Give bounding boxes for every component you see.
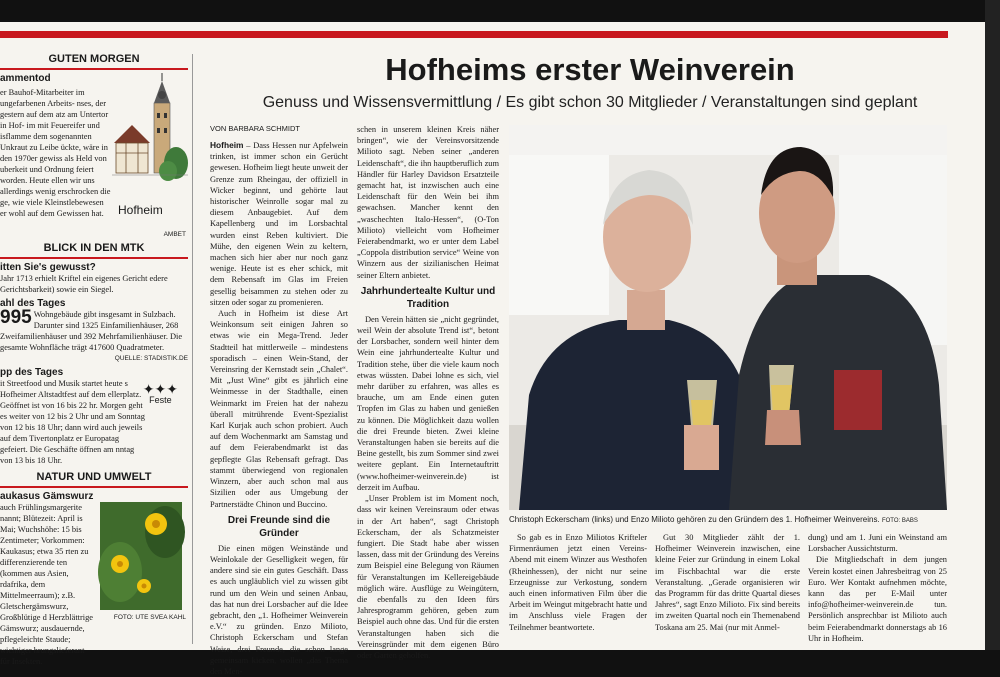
number-text: Wohngebäude gibt insgesamt in Sulzbach. Darunter sind 1325 Einfamilienhäuser, 268 Zweifamilienhäuser und 392 Mehrfamilienhäuser. Die gesamte Wohnfläche trägt 417600 Quadratmeter. [0,310,183,352]
town-label: Hofheim [118,203,163,217]
tip-block [0,378,188,466]
dateline: Hofheim [210,140,244,150]
nature-credit: FOTO: UTE SVEA KAHL [113,614,186,621]
number-block [0,309,188,364]
caption-text: Christoph Eckerscham (links) und Enzo Milioto gehören zu den Gründern des 1. Hofheimer Weinvereins. [509,515,880,524]
newspaper-page [0,22,985,676]
paragraph: „Unser Problem ist im Moment noch, dass wir keinen Vereinsraum oder etwas in der Art haben“, sagt Christoph Eckerscham, der als Schatzmeister fungiert. Die Stadt habe aber wissen lassen, dass mit der Gründung des Vereins zum Beispiel eine Belegung von Räumen für Veranstaltungen im Kellereigebäude möglich wäre. Ausflüge zu Weingütern, die ebenfalls zu den Ideen fürs Jahresprogramm gehören, geben zum Beispiel auch ohne das. Und für die ersten Veranstaltungen haben sich die Vereinsgründer mit dem eigenen Büro oder Garten geholfen. [357,494,499,660]
subheading: Jahrhundertealte Kultur und Tradition [360,285,496,310]
nature-heading: aukasus Gämswurz [0,491,94,502]
paragraph: Auch in Hofheim ist diese Art Weinkonsum seit einigen Jahren so etwas wie ein Mega-Trend. Jeder Stadtteil hat mittlerweile – mindestens sporadisch – einen Wein-Stand, der Vereinsring der Kernstadt sein „Chalet“. Mit „Just Wine“ gibt es jährlich eine Weinmesse in der Stadthalle, einen Weinmarkt im Freien hat der nahezu überall mitrührende Event-Spezialist Karl Kurjak auch schon probiert. Auch auf dem Wochenmarkt am Samstag und auf dem Feierabendmarkt ist das gepflegte Glas Rebensaft gefragt. Das stammt überwiegend von regionalen Winzern, aber auch schon mal aus Sizilien oder aus Umgebung der Partnerstädte Chinon und Buccino. [210,309,348,509]
nature-text: auch Frühlingsmargerite nannt; Blütezeit: April is Mai; Wuchshöhe: 15 bis Zentimeter; Vorkommen: Kaukasus; etwa 35 rten zu differenzierende ten (kommen aus Asien, rdafrika, dem Mittelmeerraum); z.B. Gletschergämswurz, Großblütige d Herzblättrige Gämswurz; ausdauernde, pflegeleichte Staude; wichtiger hrungslieferant für Insekten. [0,503,94,666]
paragraph-text: – Dass Hessen nur Apfelwein trinken, ist immer schon ein Gerücht gewesen. Hofheim liegt heute unweit der Grenze zum Rheingau, der offiziell in Wicker beginnt, und gehörte laut historischer Weinrolle sogar mal zu diesem Anbaugebiet. Auf dem Kapellenberg und im Lorsbachtal wurden einst Reben kultiviert. Die Mühe, den eigenen Wein zu keltern, machen sich hier aber nur noch ganz wenige. Heute ist es eher schick, mit dem Rebensaft im Glas im Freien gesellig beisammen zu stehen oder zu sitzen oder sogar zu promenieren. [210,141,348,307]
article-column-5 [808,532,947,644]
paragraph: Den Verein hätten sie „nicht gegründet, weil Wein der absolute Trend ist“, betont der Lorsbacher, sondern weil hinter dem Wein eine jahrhundertealte Kultur und Tradition stehe, über die viele kaum noch etwas wüssten. Dabei lohne es sich, viel mehr darüber zu erfahren, was alles es brauche, um am Ende einen guten Tropfen im Glas zu haben und genießen zu können. Die Möglichkeit dazu wollen die drei Freunde bieten. Zwei kleine Veranstaltungen haben sie bereits auf die Beine gestellt, bis zum Sommer sind zwei weitere geplant. Ein Internetauftritt (www.hofheimer-weinverein.de) ist derzeit im Aufbau. [357,314,499,492]
section-rule [0,257,188,259]
known-heading: itten Sie's gewusst? [0,262,96,273]
subheadline: Genuss und Wissensvermittlung / Es gibt schon 30 Mitglieder / Veranstaltungen sind geplant [262,94,918,111]
paragraph: Die Mitgliedschaft in dem jungen Verein kostet einen Jahresbeitrag von 25 Euro. Wer Kontakt aufnehmen möchte, kann das per E-Mail unter info@hofheimer-weinverein.de tun. Persönlich ansprechbar ist Milioto auch beim Feierabendmarkt donnerstags ab 16 Uhr in Hofheim. [808,555,947,643]
top-red-rule [0,31,948,38]
column-divider [192,54,193,644]
headline: Hofheims erster Weinverein [385,52,795,87]
nature-block [0,502,188,666]
subheading: Drei Freunde sind die Gründer [227,514,331,539]
paragraph: dung) und am 1. Juni ein Weinstand am Lorsbacher Aussichtsturm. [808,533,947,554]
article-column-1 [210,140,348,677]
known-text: Jahr 1713 erhielt Kriftel ein eigenes Gericht edere Gerichtsbarkeit) sowie ein Siegel. [0,274,168,294]
morning-heading: ammentod [0,73,51,84]
article-photo [509,125,947,510]
guten-morgen-title: GUTEN MORGEN [48,53,140,65]
tip-heading: pp des Tages [0,367,64,378]
article-column-4 [655,532,800,633]
section-rule [0,486,188,488]
morning-box [0,73,188,241]
paragraph: Die einen mögen Weinstände und Weinlokale der Geselligkeit wegen, für andere sind sie ein gutes Geschäft. Dass es auch ungläublich viel zu wissen gibt rund um den Wein und seinen Anbau, das hat nun drei Lorsbacher auf die Idee gebracht, den „1. Hofheimer Weinverein e.V.“ zu gründen. Enzo Milioto, Christoph Eckerscham und Stefan Weise, drei Freunde, die schon lange gemeinsam kicken, wollen „das Thema den Men- [210,543,348,676]
morning-text: er Bauhof-Mitarbeiter im ungefarbenen Arbeits- nses, der gestern auf dem atz am Untertor in Hof- im mit Feuereifer und isflamme dem sogenannten Unkraut zu Leibe ückte, wäre in den 1970er gewiss als Held von uberkeit und Ordnung feiert worden. Heute ellen wir uns allerdings wenig erschrocken die ge, wie viele Kleinstlebewesen er wohl auf dem Gewissen hat. [0,88,111,218]
photo-caption [509,515,947,524]
morning-sign: AMBET [163,231,186,238]
scan-edge [985,0,1000,650]
sidebar [0,52,188,666]
founders-photo [509,125,947,510]
number-credit: QUELLE: STADISTIK.DE [114,355,188,362]
flower-photo [100,502,182,610]
byline: VON BARBARA SCHMIDT [210,124,301,133]
paragraph: schen in unserem kleinen Kreis näher bringen“, wie der Vereinsvorsitzende Milioto sagt. Neben seiner „anderen Leidenschaft“, die ihn hauptberuflich zum Händler für Harley Davidson Ersatzteile gemacht hat, ist inzwischen auch eine Leidenschaft für den Wein bei ihm gewachsen. Mancher kennt den „waschechten Italo-Hessen“, (O-Ton Milioto) vielleicht vom Hofheimer Feierabendmarkt, wo er unter dem Label „Coppola distribution service“ Weine von Winzern aus der sizilianischen Heimat seiner Eltern anbietet. [357,125,499,280]
section-rule [0,68,188,70]
article-column-3 [509,532,647,633]
town-illustration [112,73,188,203]
feste-label: Feste [149,395,172,405]
tip-text: it Streetfood und Musik startet heute s Hofheimer Altstadtfest auf dem ellerplatz. Geöffnet ist von 16 bis 22 hr. Morgen geht es weiter von 12 bis 2 Uhr und am Sonntag von 12 bis 18 Uhr; dann wird auch jeweils auf dem Tivertonplatz er Europatag gefeiert. Die Geschäfte öffnen am nntag von 13 bis 18 Uhr. [0,379,145,465]
caption-credit: FOTO: BABS [881,518,918,524]
paragraph [210,140,348,308]
article-column-2 [357,124,499,661]
number-heading: ahl des Tages [0,298,66,309]
number-value: 995 [0,307,32,328]
feste-icon: ✦✦✦ Feste [142,381,178,405]
paragraph: So gab es in Enzo Miliotos Krifteler Firmenräumen jetzt einen Vereins-Abend mit einem Winzer aus Westhofen (Rheinhessen), der nicht nur seine Erzeugnisse zur Verkostung, sondern auch einen informativen Film über die Arbeit im Weingut mitgebracht hatte und im Anschluss viele Fragen der Teilnehmer beantwortete. [509,533,647,632]
paragraph: Gut 30 Mitglieder zählt der 1. Hofheimer Weinverein inzwischen, eine kleine Feier zur Gründung in einem Lokal im Fischbachtal war die erste Veranstaltung. „Gerade organisieren wir das Programm für das dritte Quartal dieses Jahres“, sagt Enzo Milioto. Fix sind bereits im zweiten Quartal noch ein Themenabend Toskana am 25. Mai (nur mit Anmel- [655,533,800,632]
mtk-title: BLICK IN DEN MTK [43,242,145,254]
nature-title: NATUR UND UMWELT [36,471,152,483]
